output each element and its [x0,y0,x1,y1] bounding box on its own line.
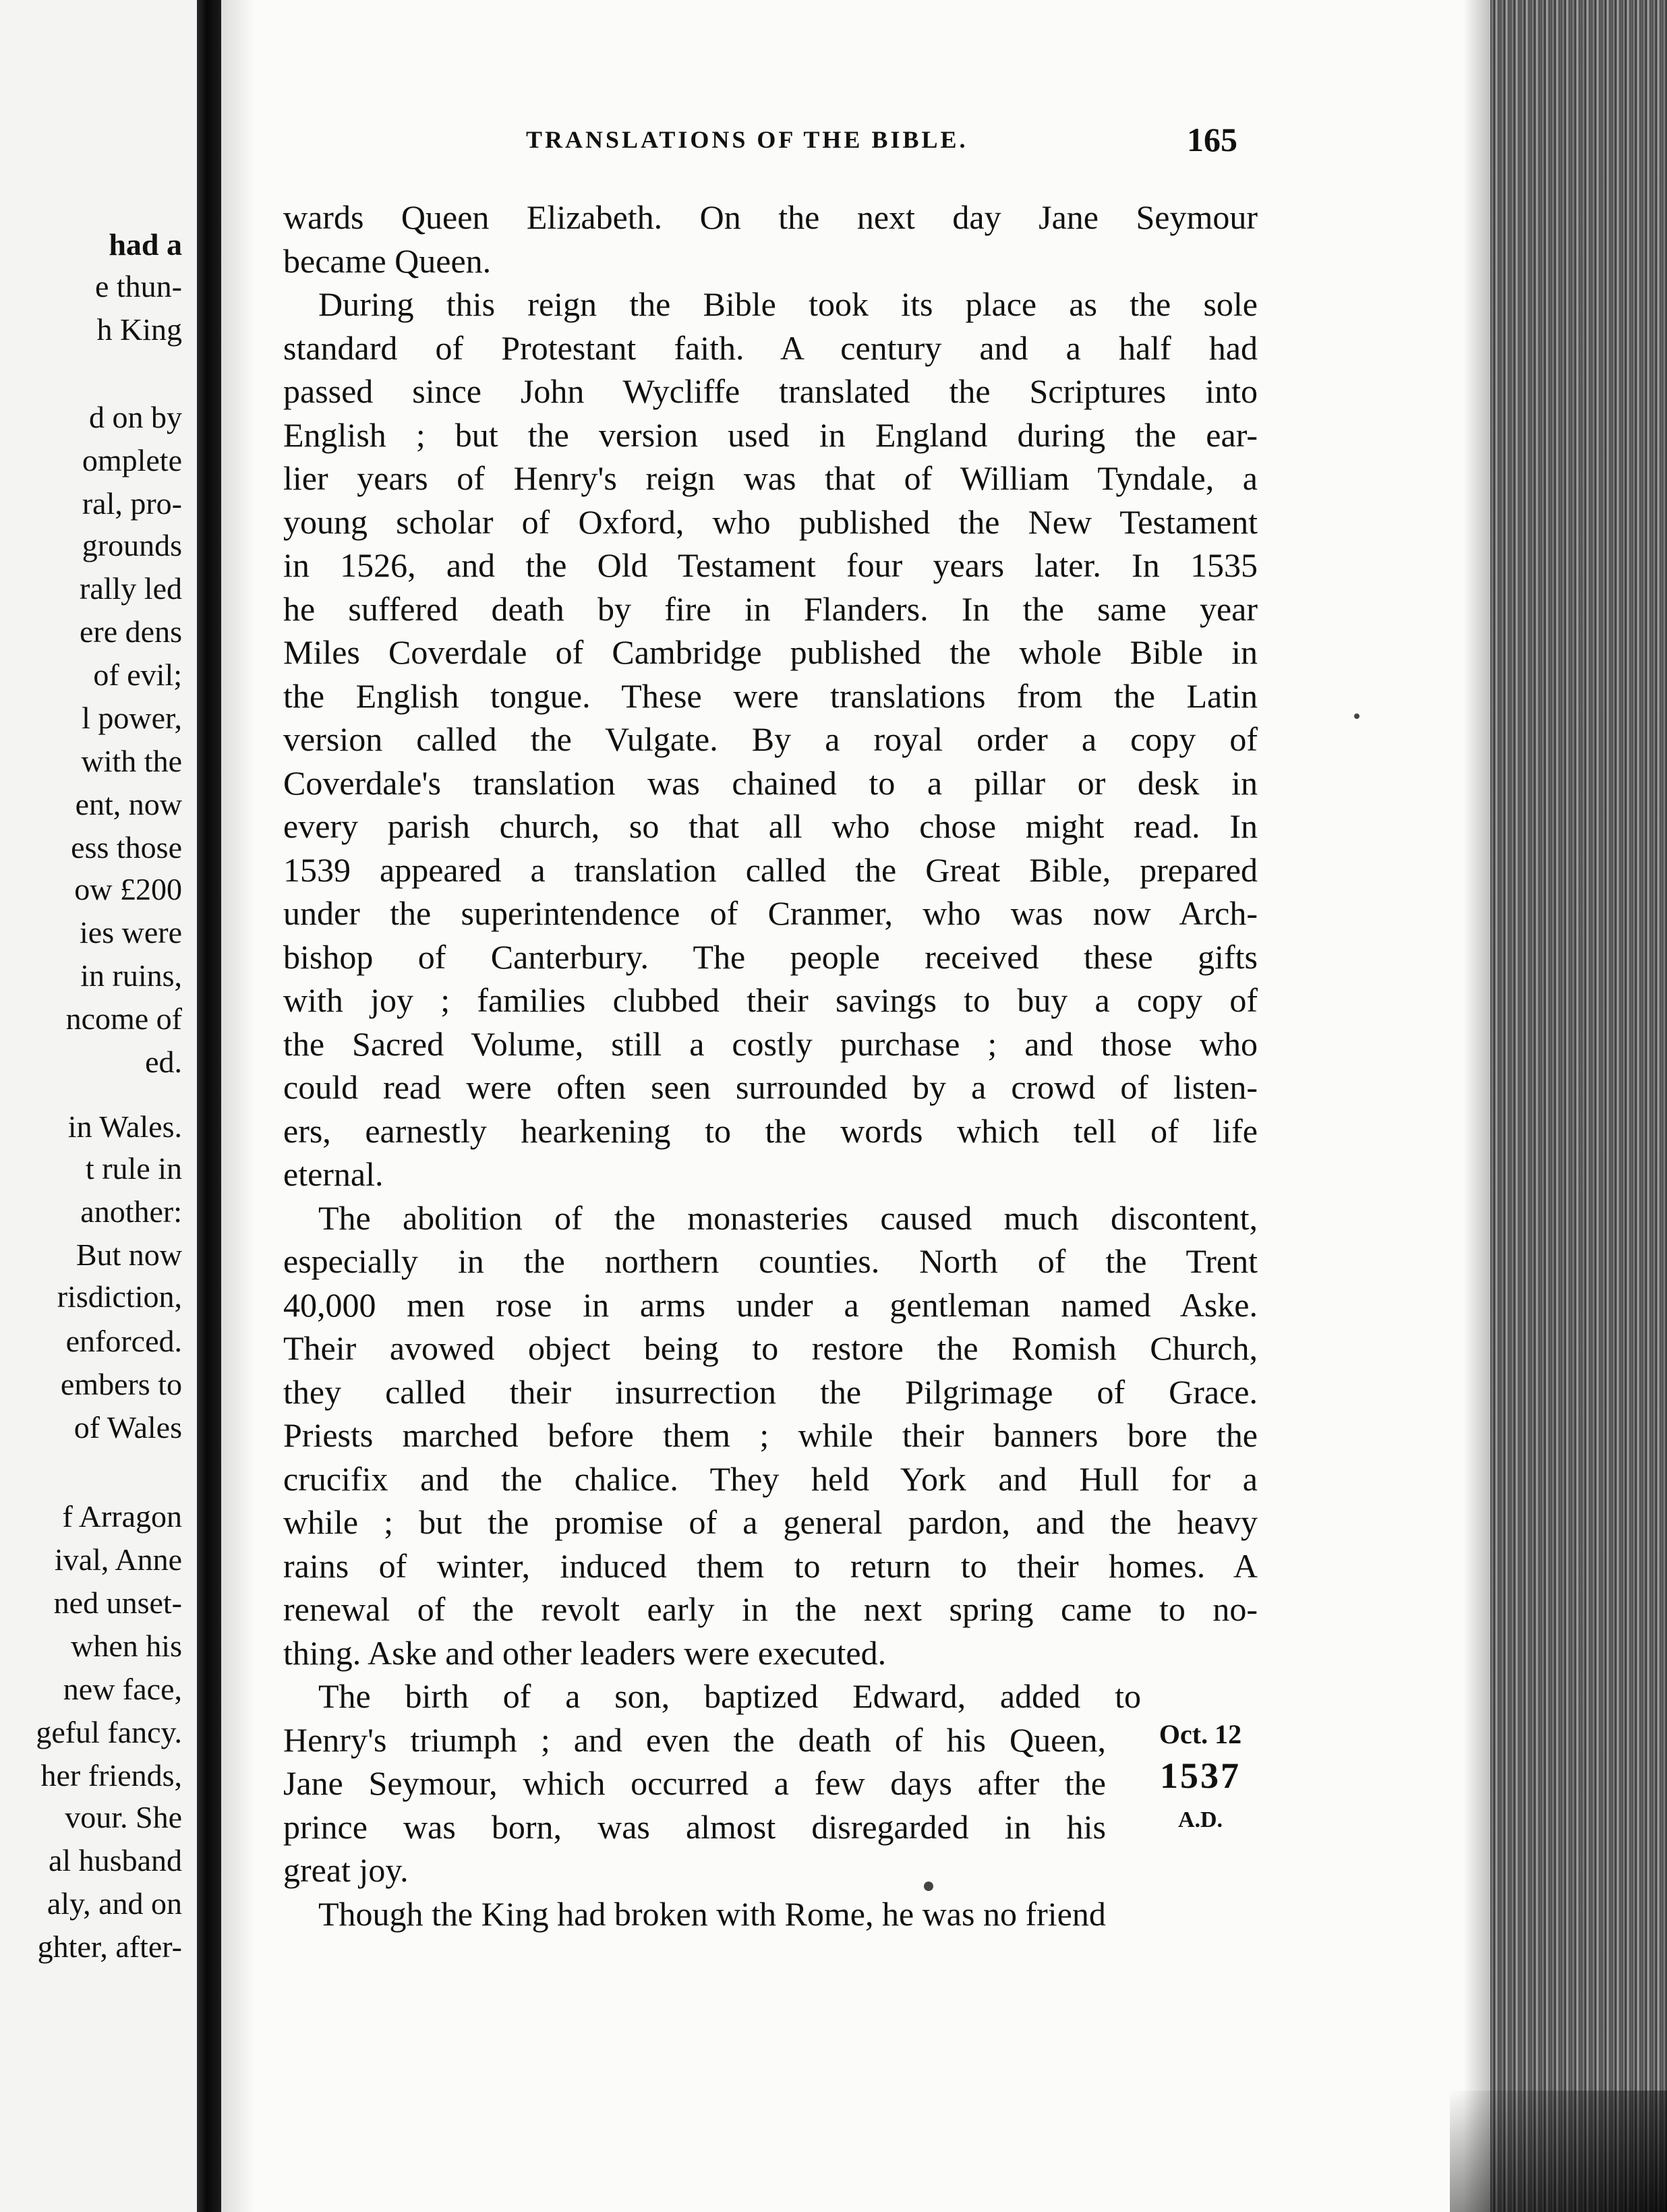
left-line: rally led [80,571,182,606]
margin-date-note: Oct. 12 [1159,1719,1242,1749]
book-gutter [197,0,221,2212]
page-edges [1490,0,1667,2212]
left-line: of evil; [93,658,182,692]
text-line: great joy. [283,1851,409,1889]
left-line: grounds [82,528,182,562]
text-line: with joy ; families clubbed their savings to buy a copy of [283,981,1258,1019]
text-line: version called the Vulgate. By a royal order a copy of [283,720,1258,758]
text-line: ers, earnestly hearkening to the words which tell of life [283,1111,1258,1150]
text-line: young scholar of Oxford, who published the New Testament [283,502,1258,541]
left-line: ent, now [75,787,182,821]
left-line: in ruins, [80,958,182,993]
left-line: omplete [82,443,182,477]
text-line: Though the King had broken with Rome, he was no friend [318,1894,1106,1933]
margin-year-note: 1537 [1160,1755,1241,1796]
left-facing-page [0,0,202,2212]
left-line: when his [71,1629,182,1663]
left-line: e thun- [94,269,182,303]
left-line: had a [109,227,182,262]
left-line: another: [80,1194,182,1229]
text-line: bishop of Canterbury. The people received these gifts [283,937,1258,976]
text-line: thing. Aske and other leaders were executed. [283,1633,887,1672]
text-line: wards Queen Elizabeth. On the next day Jane Seymour [283,198,1258,236]
left-line: new face, [63,1672,182,1706]
left-line: But now [76,1238,182,1272]
text-line: Their avowed object being to restore the Romish Church, [283,1329,1258,1367]
left-line: ghter, after- [37,1929,182,1964]
left-line: risdiction, [57,1279,182,1314]
text-line: eternal. [283,1155,384,1193]
text-line: rains of winter, induced them to return to their homes. A [283,1546,1258,1585]
text-line: English ; but the version used in England during the ear- [283,415,1258,454]
text-line: 40,000 men rose in arms under a gentleman named Aske. [283,1285,1258,1324]
text-line: Coverdale's translation was chained to a pillar or desk in [283,763,1258,802]
text-line: standard of Protestant faith. A century and a half had [283,328,1258,367]
text-line: the English tongue. These were translations from the Latin [283,676,1258,715]
text-line: especially in the northern counties. North of the Trent [283,1242,1258,1280]
text-line: crucifix and the chalice. They held York and Hull for a [283,1459,1258,1498]
left-line: aly, and on [47,1886,182,1921]
left-line: d on by [89,400,182,434]
text-line: the Sacred Volume, still a costly purchase ; and those who [283,1024,1258,1063]
ink-speck [1354,714,1359,719]
text-line: The birth of a son, baptized Edward, added to [318,1677,1141,1715]
left-line: f Arragon [62,1499,182,1534]
paragraph [283,1196,1258,1675]
left-line: ow £200 [74,872,182,906]
left-line: h King [96,312,182,347]
page-number: 165 [1187,121,1237,158]
text-line: in 1526, and the Old Testament four years later. In 1535 [283,546,1258,584]
text-line: During this reign the Bible took its place as the sole [318,285,1258,323]
paragraph [283,196,1258,283]
margin-era-note: A.D. [1177,1807,1223,1832]
left-line: geful fancy. [36,1715,182,1749]
corner-shadow [1450,2091,1667,2212]
text-line: under the superintendence of Cranmer, who was now Arch- [283,894,1258,932]
running-head [283,121,1254,166]
left-line: of Wales [74,1410,182,1445]
text-line: he suffered death by fire in Flanders. In the same year [283,589,1258,628]
left-line: ere dens [80,614,182,649]
left-line: ral, pro- [82,486,182,521]
text-line: 1539 appeared a translation called the Great Bible, prepared [283,850,1258,889]
text-line: prince was born, was almost disregarded in his [283,1807,1106,1846]
text-line: Henry's triumph ; and even the death of his Queen, [283,1720,1106,1759]
left-line: embers to [60,1367,182,1401]
text-line: Priests marched before them ; while their banners bore the [283,1416,1258,1454]
left-line: ival, Anne [54,1542,182,1577]
text-line: Jane Seymour, which occurred a few days after the [283,1764,1106,1802]
left-line: enforced. [65,1324,182,1358]
left-line: al husband [48,1843,182,1878]
body-text [283,196,1258,1936]
text-line: passed since John Wycliffe translated the Scriptures into [283,372,1258,410]
gutter-shadow [221,0,255,2212]
text-line: renewal of the revolt early in the next spring came to no- [283,1590,1258,1628]
left-line: her friends, [40,1758,182,1793]
left-line: vour. She [65,1800,182,1834]
left-line: in Wales. [67,1109,182,1144]
paragraph [283,1675,1258,1892]
left-line: ncome of [65,1001,182,1036]
left-line: t rule in [85,1151,182,1186]
text-line: The abolition of the monasteries caused much discontent, [318,1198,1258,1237]
left-line: ed. [145,1045,182,1079]
ink-speck [924,1882,933,1891]
text-line: they called their insurrection the Pilgrimage of Grace. [283,1372,1258,1411]
left-line: ies were [80,915,182,950]
text-line: Miles Coverdale of Cambridge published the whole Bible in [283,633,1258,671]
left-line: with the [81,744,182,778]
text-line: could read were often seen surrounded by a crowd of listen- [283,1068,1258,1106]
paragraph [283,283,1258,1196]
left-line: l power, [82,701,182,735]
paragraph [283,1892,1258,1936]
left-line: ned unset- [53,1585,182,1620]
text-line: while ; but the promise of a general pardon, and the heavy [283,1503,1258,1541]
running-title: TRANSLATIONS OF THE BIBLE. [526,126,968,153]
text-line: lier years of Henry's reign was that of William Tyndale, a [283,459,1258,497]
left-line: ess those [71,830,182,865]
text-line: became Queen. [283,241,492,280]
text-line: every parish church, so that all who chose might read. In [283,807,1258,845]
